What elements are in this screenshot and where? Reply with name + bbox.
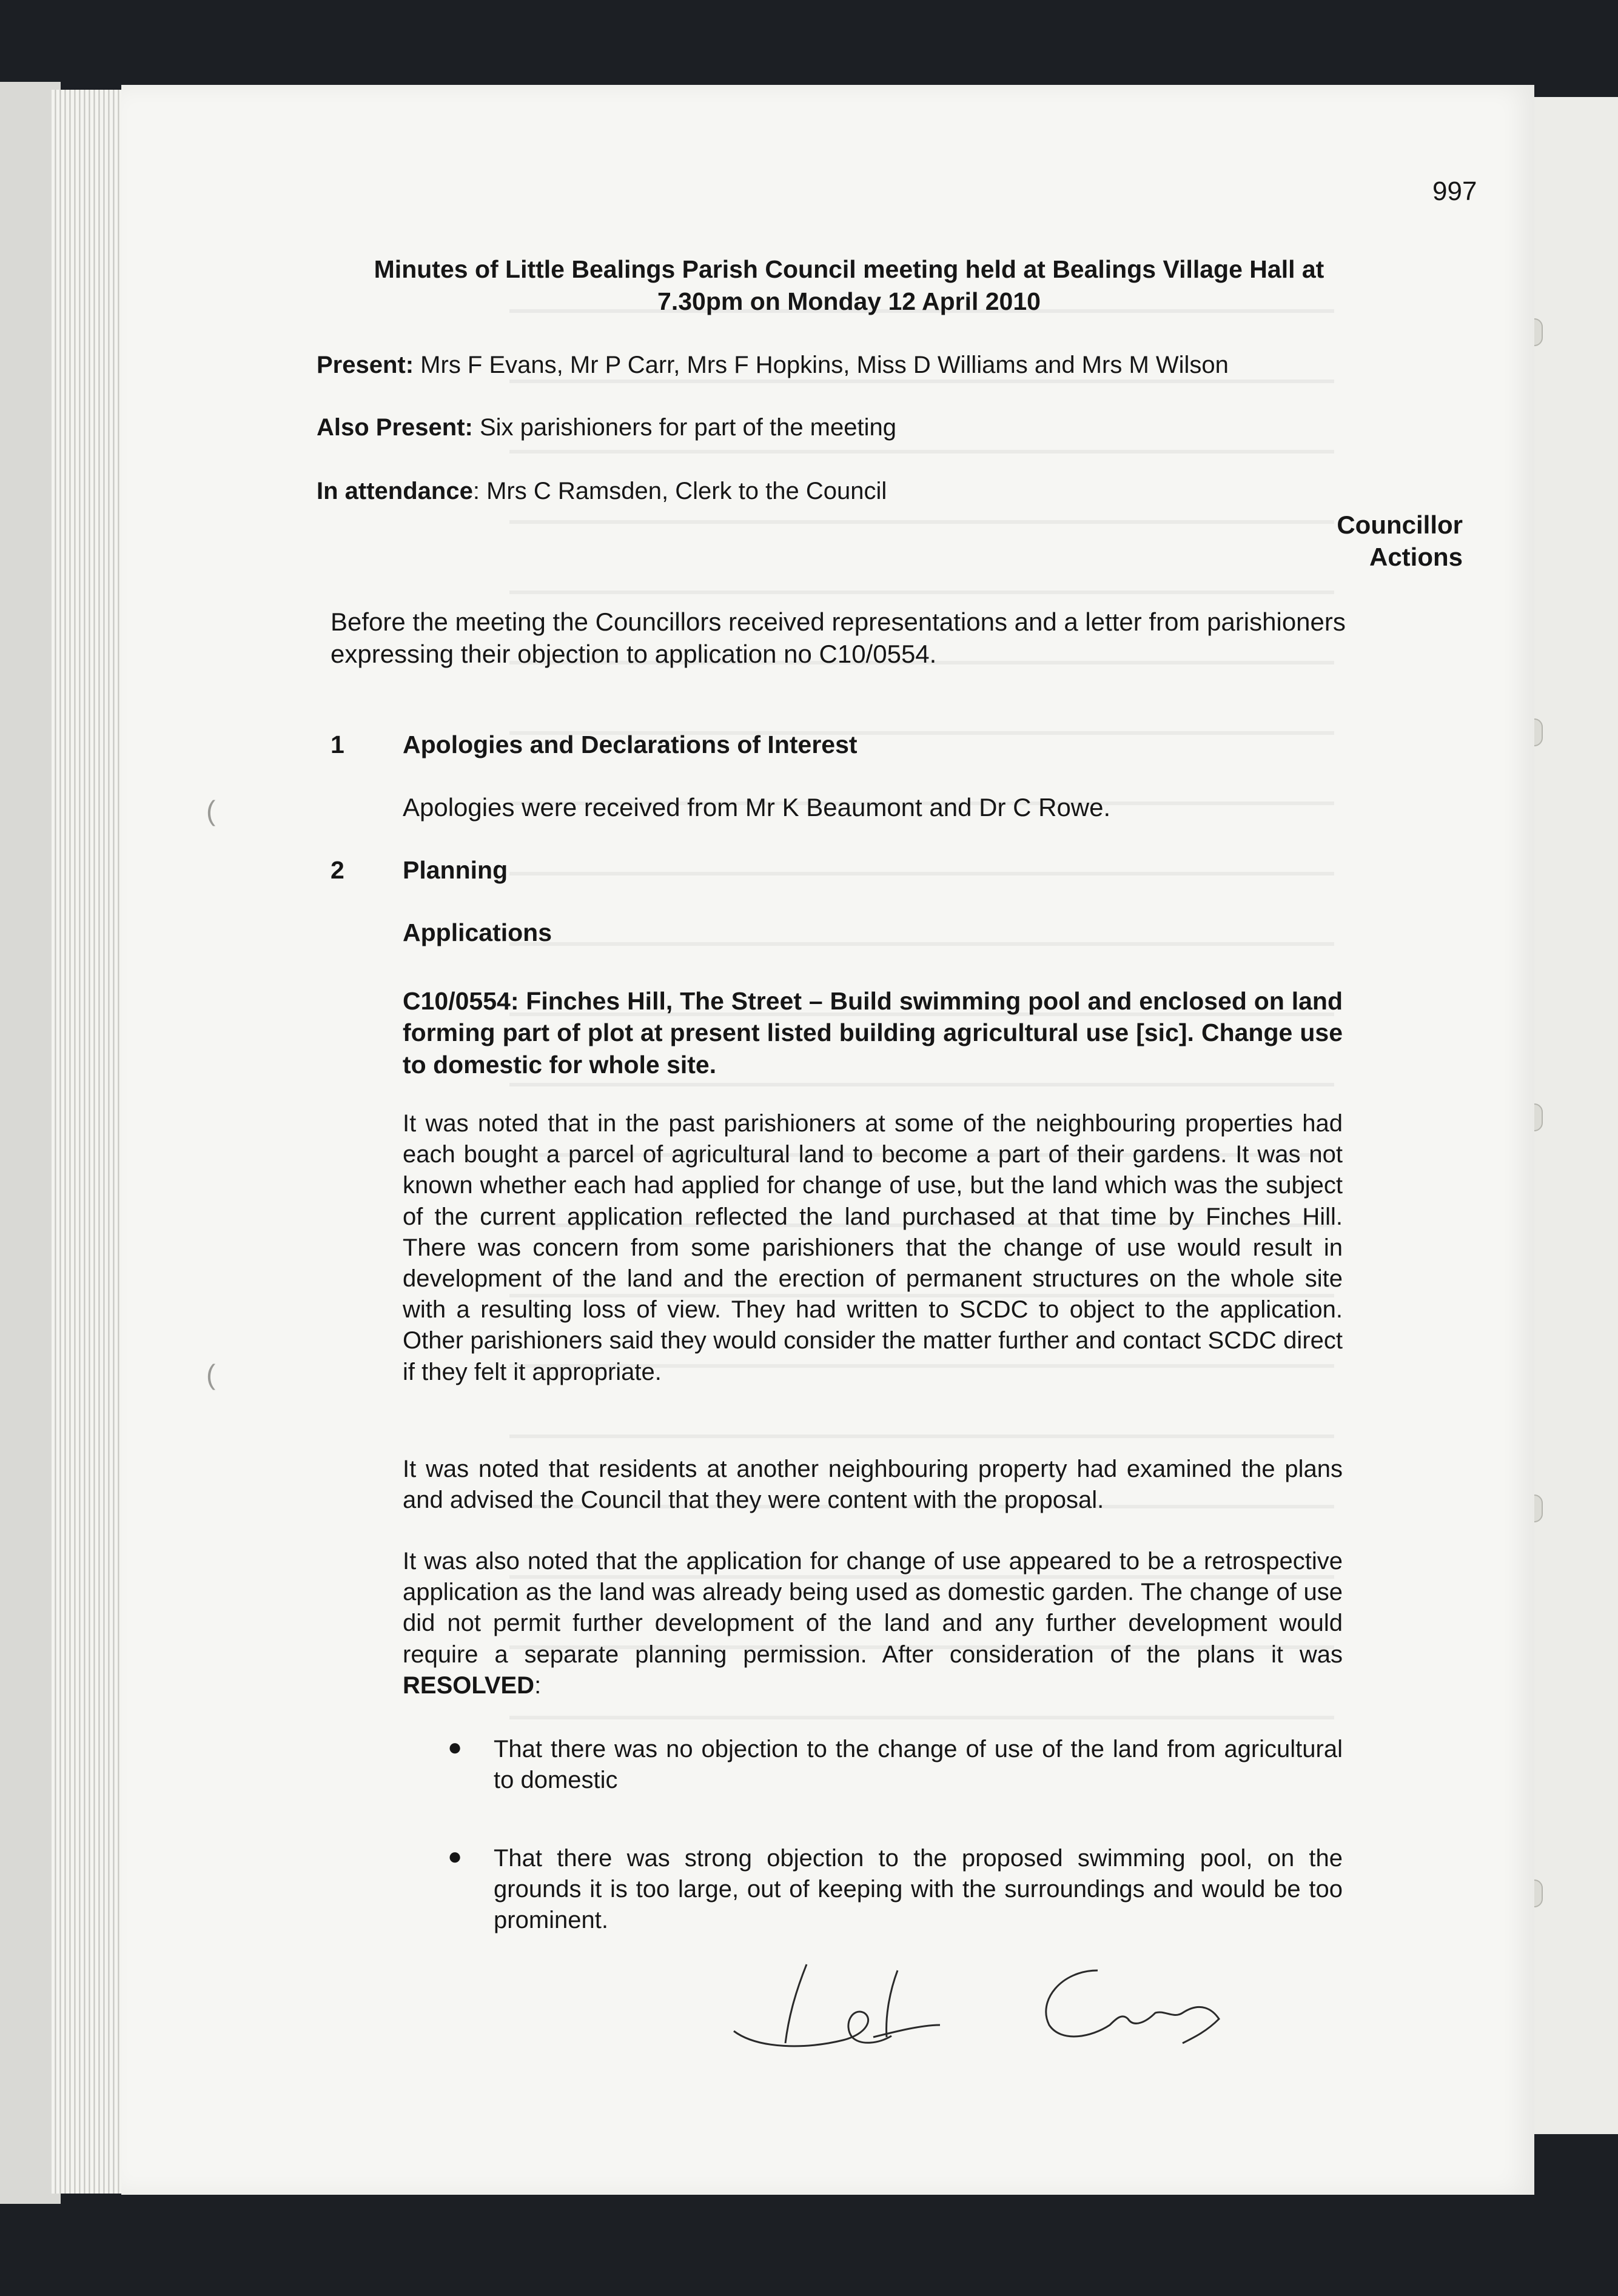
resolution-bullet: That there was strong objection to the proposed swimming pool, on the grounds it is too large, out of keeping with the surroundings and would be too prominent. [494,1845,1343,1934]
item-heading: Apologies and Declarations of Interest [403,731,858,758]
also-present-line [317,412,1469,443]
councillor-actions-header [1274,509,1463,573]
paragraph-text: It was also noted that the application for change of use appeared to be a retrospective application as the land was already being used as domestic garden. The change of use did not permit further development of the land and any further development would require a separate planning permission. After consideration of the plans it was [403,1548,1343,1668]
attendance-text: : Mrs C Ramsden, Clerk to the Council [472,478,887,504]
present-label: Present: [317,352,414,378]
bullet-icon: ● [448,1843,463,1870]
page-number: 997 [1432,176,1477,206]
signature-stroke [873,1970,940,2037]
signature-stroke [734,1964,891,2046]
handwritten-signature [722,1952,1280,2061]
signature-stroke [1046,1970,1219,2043]
paragraph-end: : [534,1672,542,1699]
actions-header-line-2: Actions [1369,542,1463,571]
paragraph [403,1546,1343,1701]
present-line [317,350,1469,381]
application-heading: C10/0554: Finches Hill, The Street – Build swimming pool and enclosed on land forming part of plot at present listed building agricultural use [sic]. Change use to domestic for whole site. [403,987,1343,1079]
paragraph: It was noted that in the past parishioners at some of the neighbouring properties had each bought a parcel of agricultural land to become a part of their gardens. It was not known whether each had applied for change of use, but the land which was the subject of the current application reflected the land purchased at that time by Finches Hill. There was concern from some parishioners that the change of use would result in development of the land and the erection of permanent structures on the whole site with a resulting loss of view. They had written to SCDC to object to the application. Other parishioners said they would consider the matter further and contact SCDC direct if they felt it appropriate. [403,1110,1343,1385]
also-present-text: Six parishioners for part of the meeting [472,414,896,441]
page-title [267,253,1431,318]
paragraph: It was noted that residents at another neighbouring property had examined the plans and advised the Council that they were content with the proposal. [403,1456,1343,1514]
attendance-label: In attendance [317,478,473,504]
punch-hole-mark: ( [206,1359,216,1390]
item-heading: Planning [403,856,508,884]
item-text: Apologies were received from Mr K Beaumont and Dr C Rowe. [403,793,1111,822]
item-number: 1 [331,731,344,758]
intro-paragraph: Before the meeting the Councillors received representations and a letter from parishioners expressing their objection to application no C10/0554. [331,607,1346,668]
resolved-keyword: RESOLVED [403,1672,535,1699]
present-names: Mrs F Evans, Mr P Carr, Mrs F Hopkins, Miss D Williams and Mrs M Wilson [414,352,1229,378]
resolution-bullet: That there was no objection to the change of use of the land from agricultural to domestic [494,1736,1343,1794]
page-stack-edge [52,90,127,2194]
title-line-1: Minutes of Little Bealings Parish Council meeting held at Bealings Village Hall at [374,255,1324,283]
punch-hole-mark: ( [206,795,216,826]
item-number: 2 [331,856,344,884]
attendance-line [317,476,1469,507]
also-present-label: Also Present: [317,414,473,441]
actions-header-line-1: Councillor [1337,510,1463,539]
title-line-2: 7.30pm on Monday 12 April 2010 [657,287,1041,316]
bullet-icon: ● [448,1734,463,1761]
item-subheading: Applications [403,919,552,946]
